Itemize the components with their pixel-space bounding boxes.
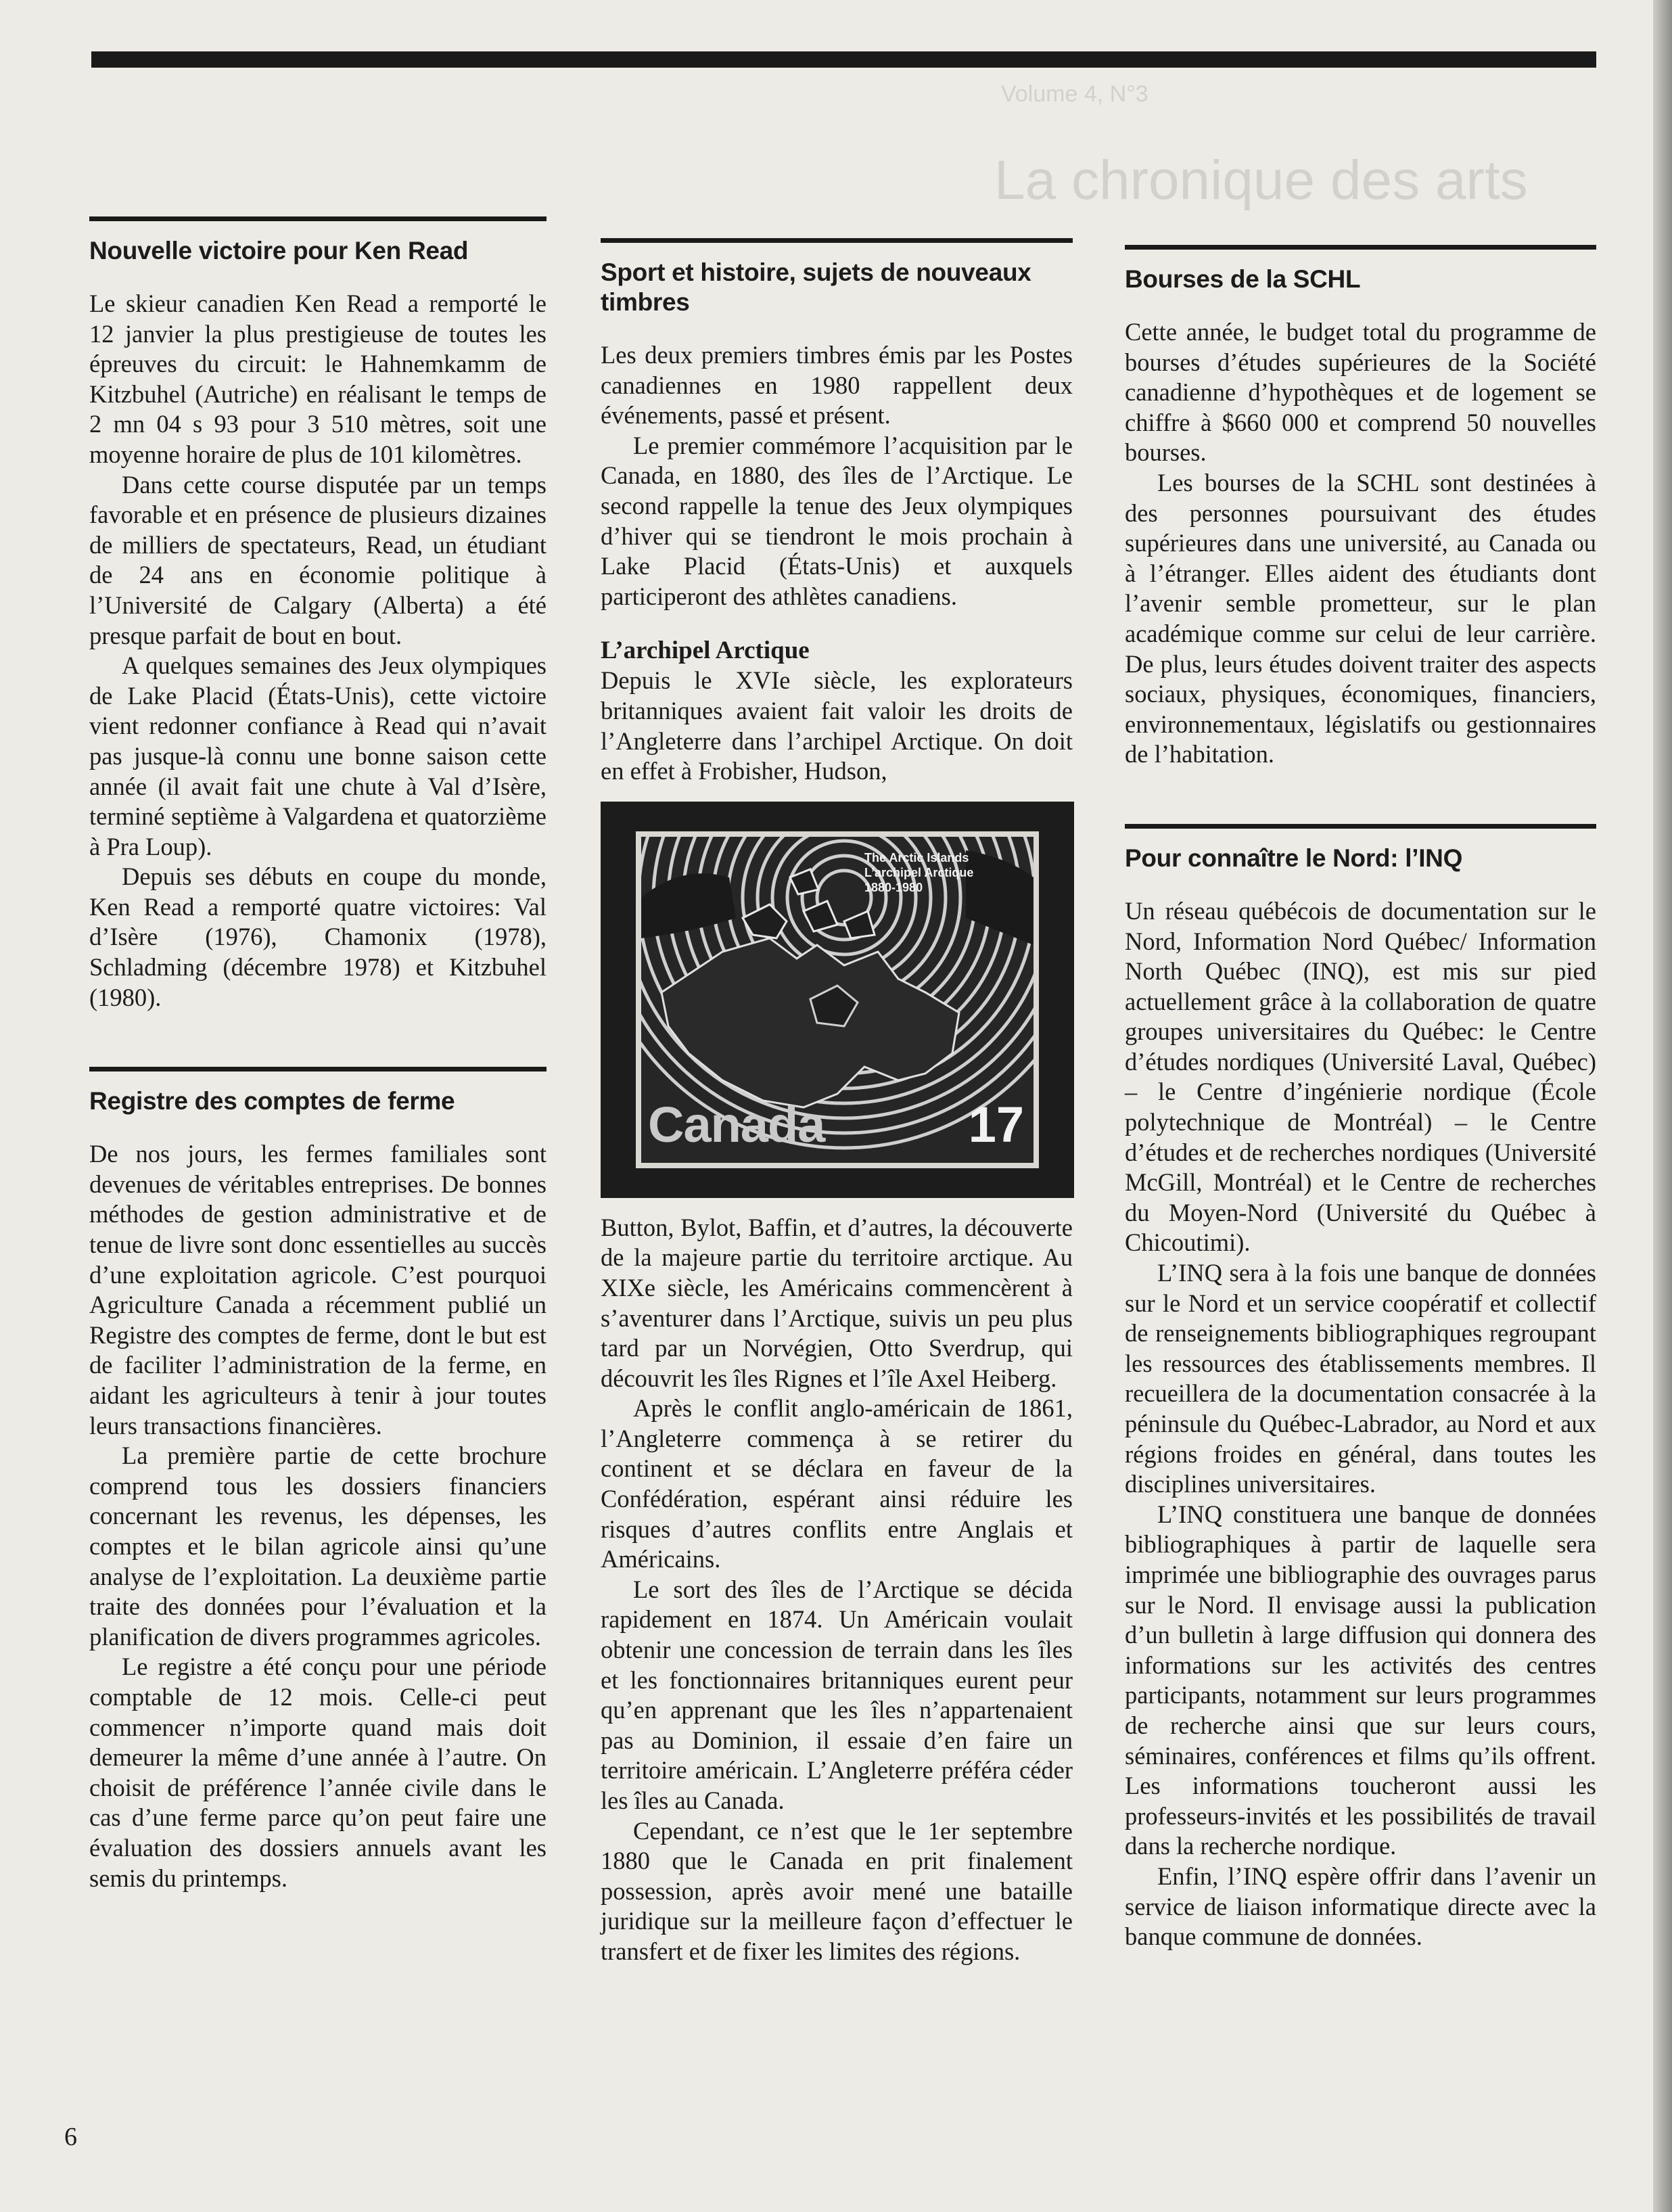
article-title: Registre des comptes de ferme	[89, 1087, 455, 1115]
stamp-caption-line: The Arctic Islands	[864, 850, 969, 865]
column-left	[89, 216, 547, 1893]
bleed-through-text: Volume 4, N°3	[1001, 81, 1148, 107]
section-rule	[1125, 824, 1596, 829]
article-paragraph: A quelques semaines des Jeux olympiques de Lake Placid (États-Unis), cette victoire vient redonner confiance à Read qui n’avait pas jusque-là connu une bonne saison cette année (il avait fait une chute à Val d’Isère, terminé septième à Valgardena et quatorzième à Pra Loup).	[89, 651, 547, 860]
article-registre	[89, 1067, 547, 1893]
stamp-caption	[864, 850, 973, 895]
stamp-caption-line: 1880-1980	[864, 880, 923, 894]
section-rule	[89, 1067, 547, 1072]
article-paragraph: Depuis le XVIe siècle, les explorateurs britanniques avaient fait valoir les droits de l’Angleterre dans l’archipel Arctique. On doit en effet à Frobisher, Hudson,	[601, 666, 1073, 785]
article-paragraph: Cette année, le budget total du programme de bourses d’études supérieures de la Société canadienne d’hypothèques et de logement se chiffre à $660 000 et comprend 50 nouvelles bourses.	[1125, 318, 1596, 467]
stamp-value: 17	[968, 1096, 1024, 1153]
binding-gutter	[1653, 0, 1672, 2212]
section-rule	[601, 238, 1073, 243]
stamp-caption-line: L’archipel Arctique	[864, 865, 974, 879]
article-title: Pour connaître le Nord: l’INQ	[1125, 844, 1463, 872]
article-paragraph: La première partie de cette brochure comprend tous les dossiers financiers concernant les revenus, les dépenses, les comptes et le bilan agricole ainsi qu’une analyse de l’exploitation. La deuxième partie traite des données pour l’évaluation et la planification de divers programmes agricoles.	[89, 1442, 547, 1651]
column-right	[1125, 245, 1596, 1952]
top-rule	[91, 51, 1596, 68]
section-rule	[1125, 245, 1596, 250]
article-paragraph: Après le conflit anglo-américain de 1861, l’Angleterre commença à se retirer du continent et se déclara en faveur de la Confédération, espérant ainsi réduire les risques d’autres conflits entre Anglais et Américains.	[601, 1394, 1073, 1573]
bleed-through-heading: La chronique des arts	[994, 149, 1528, 211]
article-paragraph: Le premier commémore l’acquisition par le Canada, en 1880, des îles de l’Arctique. Le second rappelle la tenue des Jeux olympiques d’hiver qui se tiendront le mois prochain à Lake Placid (États-Unis) et auxquels participeront des athlètes canadiens.	[601, 431, 1073, 610]
article-paragraph: Un réseau québécois de documentation sur le Nord, Information Nord Québec/ Information North Québec (INQ), est mis sur pied actuellement grâce à la collaboration de quatre groupes universitaires du Québec: le Centre d’études nordiques (Université Laval, Québec) – le Centre d’ingénierie nordique (École polytechnique de Montréal) – le Centre d’études et de recherches nordiques (Université McGill, Montréal) et le Centre de recherches du Moyen-Nord (Université du Québec à Chicoutimi).	[1125, 896, 1596, 1257]
article-paragraph: Depuis ses débuts en coupe du monde, Ken Read a remporté quatre victoires: Val d’Isère (1976), Chamonix (1978), Schladming (décembre 1978) et Kitzbuhel (1980).	[89, 862, 547, 1011]
stamp-border	[636, 831, 1039, 1168]
article-paragraph: Enfin, l’INQ espère offrir dans l’avenir un service de liaison informatique directe avec la banque commune de données.	[1125, 1862, 1596, 1951]
page-number: 6	[64, 2123, 77, 2151]
article-title: Bourses de la SCHL	[1125, 265, 1361, 293]
article-paragraph: L’INQ constituera une banque de données bibliographiques à partir de laquelle sera imprimée une bibliographie des ouvrages parus sur le Nord. Il envisage aussi la publication d’un bulletin à large diffusion qui donnera des informations sur les activités des centres participants, notamment sur leurs programmes de recherche ainsi que sur leurs cours, séminaires, conférences et films qu’ils offrent. Les informations toucheront aussi les professeurs-invités et les possibilités de travail dans la recherche nordique.	[1125, 1500, 1596, 1860]
column-middle	[601, 238, 1073, 1967]
article-paragraph: De nos jours, les fermes familiales sont devenues de véritables entreprises. De bonnes méthodes de gestion administrative et de tenue de livre sont donc essentielles au succès d’une exploitation agricole. C’est pourquoi Agriculture Canada a récemment publié un Registre des comptes de ferme, dont le but est de faciliter l’administration de la ferme, en aidant les agriculteurs à tenir à jour toutes leurs transactions financières.	[89, 1140, 547, 1439]
article-paragraph: Les deux premiers timbres émis par les Postes canadiennes en 1980 rappellent deux événements, passé et présent.	[601, 341, 1073, 430]
article-paragraph: Les bourses de la SCHL sont destinées à des personnes poursuivant des études supérieures dans une université, au Canada ou à l’étranger. Elles aident des étudiants dont l’avenir semble prometteur, sur le plan académique comme sur celui de leur carrière. De plus, leurs études doivent traiter des aspects sociaux, physiques, économiques, financiers, environnementaux, législatifs ou gestionnaires de l’habitation.	[1125, 468, 1596, 768]
article-paragraph: Button, Bylot, Baffin, et d’autres, la découverte de la majeure partie du territoire arctique. Au XIXe siècle, les Américains commencèrent à s’aventurer dans l’Arctique, suivis un peu plus tard par un Norvégien, Otto Sverdrup, qui découvrit les îles Rignes et l’île Axel Heiberg.	[601, 1213, 1073, 1392]
article-paragraph: Le skieur canadien Ken Read a remporté le 12 janvier la plus prestigieuse de toutes les épreuves du circuit: le Hahnemkamm de Kitzbuhel (Autriche) en réalisant le temps de 2 mn 04 s 93 pour 3 510 mètres, soit une moyenne horaire de plus de 101 kilomètres.	[89, 290, 547, 468]
article-paragraph: Cependant, ce n’est que le 1er septembre 1880 que le Canada en prit finalement possession, après avoir mené une bataille juridique sur la meilleure façon d’effectuer le transfert et de fixer les limites des régions.	[601, 1816, 1073, 1965]
section-rule	[89, 216, 547, 221]
article-inq	[1125, 824, 1596, 1952]
article-schl	[1125, 245, 1596, 770]
article-paragraph: Dans cette course disputée par un temps favorable et en présence de plusieurs dizaines de milliers de spectateurs, Read, un étudiant de 24 ans en économie politique à l’Université de Calgary (Alberta) a été presque parfait de bout en bout.	[89, 470, 547, 649]
article-title: Sport et histoire, sujets de nouveaux timbres	[601, 258, 1031, 316]
stamp-image	[601, 802, 1074, 1198]
stamp-country: Canada	[648, 1096, 825, 1153]
article-title: Nouvelle victoire pour Ken Read	[89, 237, 469, 264]
article-paragraph: L’INQ sera à la fois une banque de données sur le Nord et un service coopératif et collectif de renseignements bibliographiques regroupant les ressources des établissements membres. Il recueillera de la documentation consacrée à la péninsule du Québec-Labrador, au Nord et aux régions froides en général, dans toutes les disciplines universitaires.	[1125, 1259, 1596, 1498]
article-subhead: L’archipel Arctique	[601, 637, 810, 665]
article-ken-read	[89, 216, 547, 1013]
article-paragraph: Le registre a été conçu pour une période comptable de 12 mois. Celle-ci peut commencer n’importe quand mais doit demeurer la même d’une année à l’autre. On choisit de préférence l’année civile dans le cas d’une ferme parce qu’on peut faire une évaluation des dossiers annuels avant les semis du printemps.	[89, 1653, 547, 1892]
stamp-artwork	[641, 837, 1034, 1163]
article-paragraph: Le sort des îles de l’Arctique se décida rapidement en 1874. Un Américain voulait obtenir une concession de terrain dans les îles et les fonctionnaires britanniques eurent peur qu’en apprenant que les îles n’appartenaient pas au Dominion, il essaie d’en faire un territoire américain. L’Angleterre préféra céder les îles au Canada.	[601, 1575, 1073, 1814]
article-timbres	[601, 238, 1073, 1967]
